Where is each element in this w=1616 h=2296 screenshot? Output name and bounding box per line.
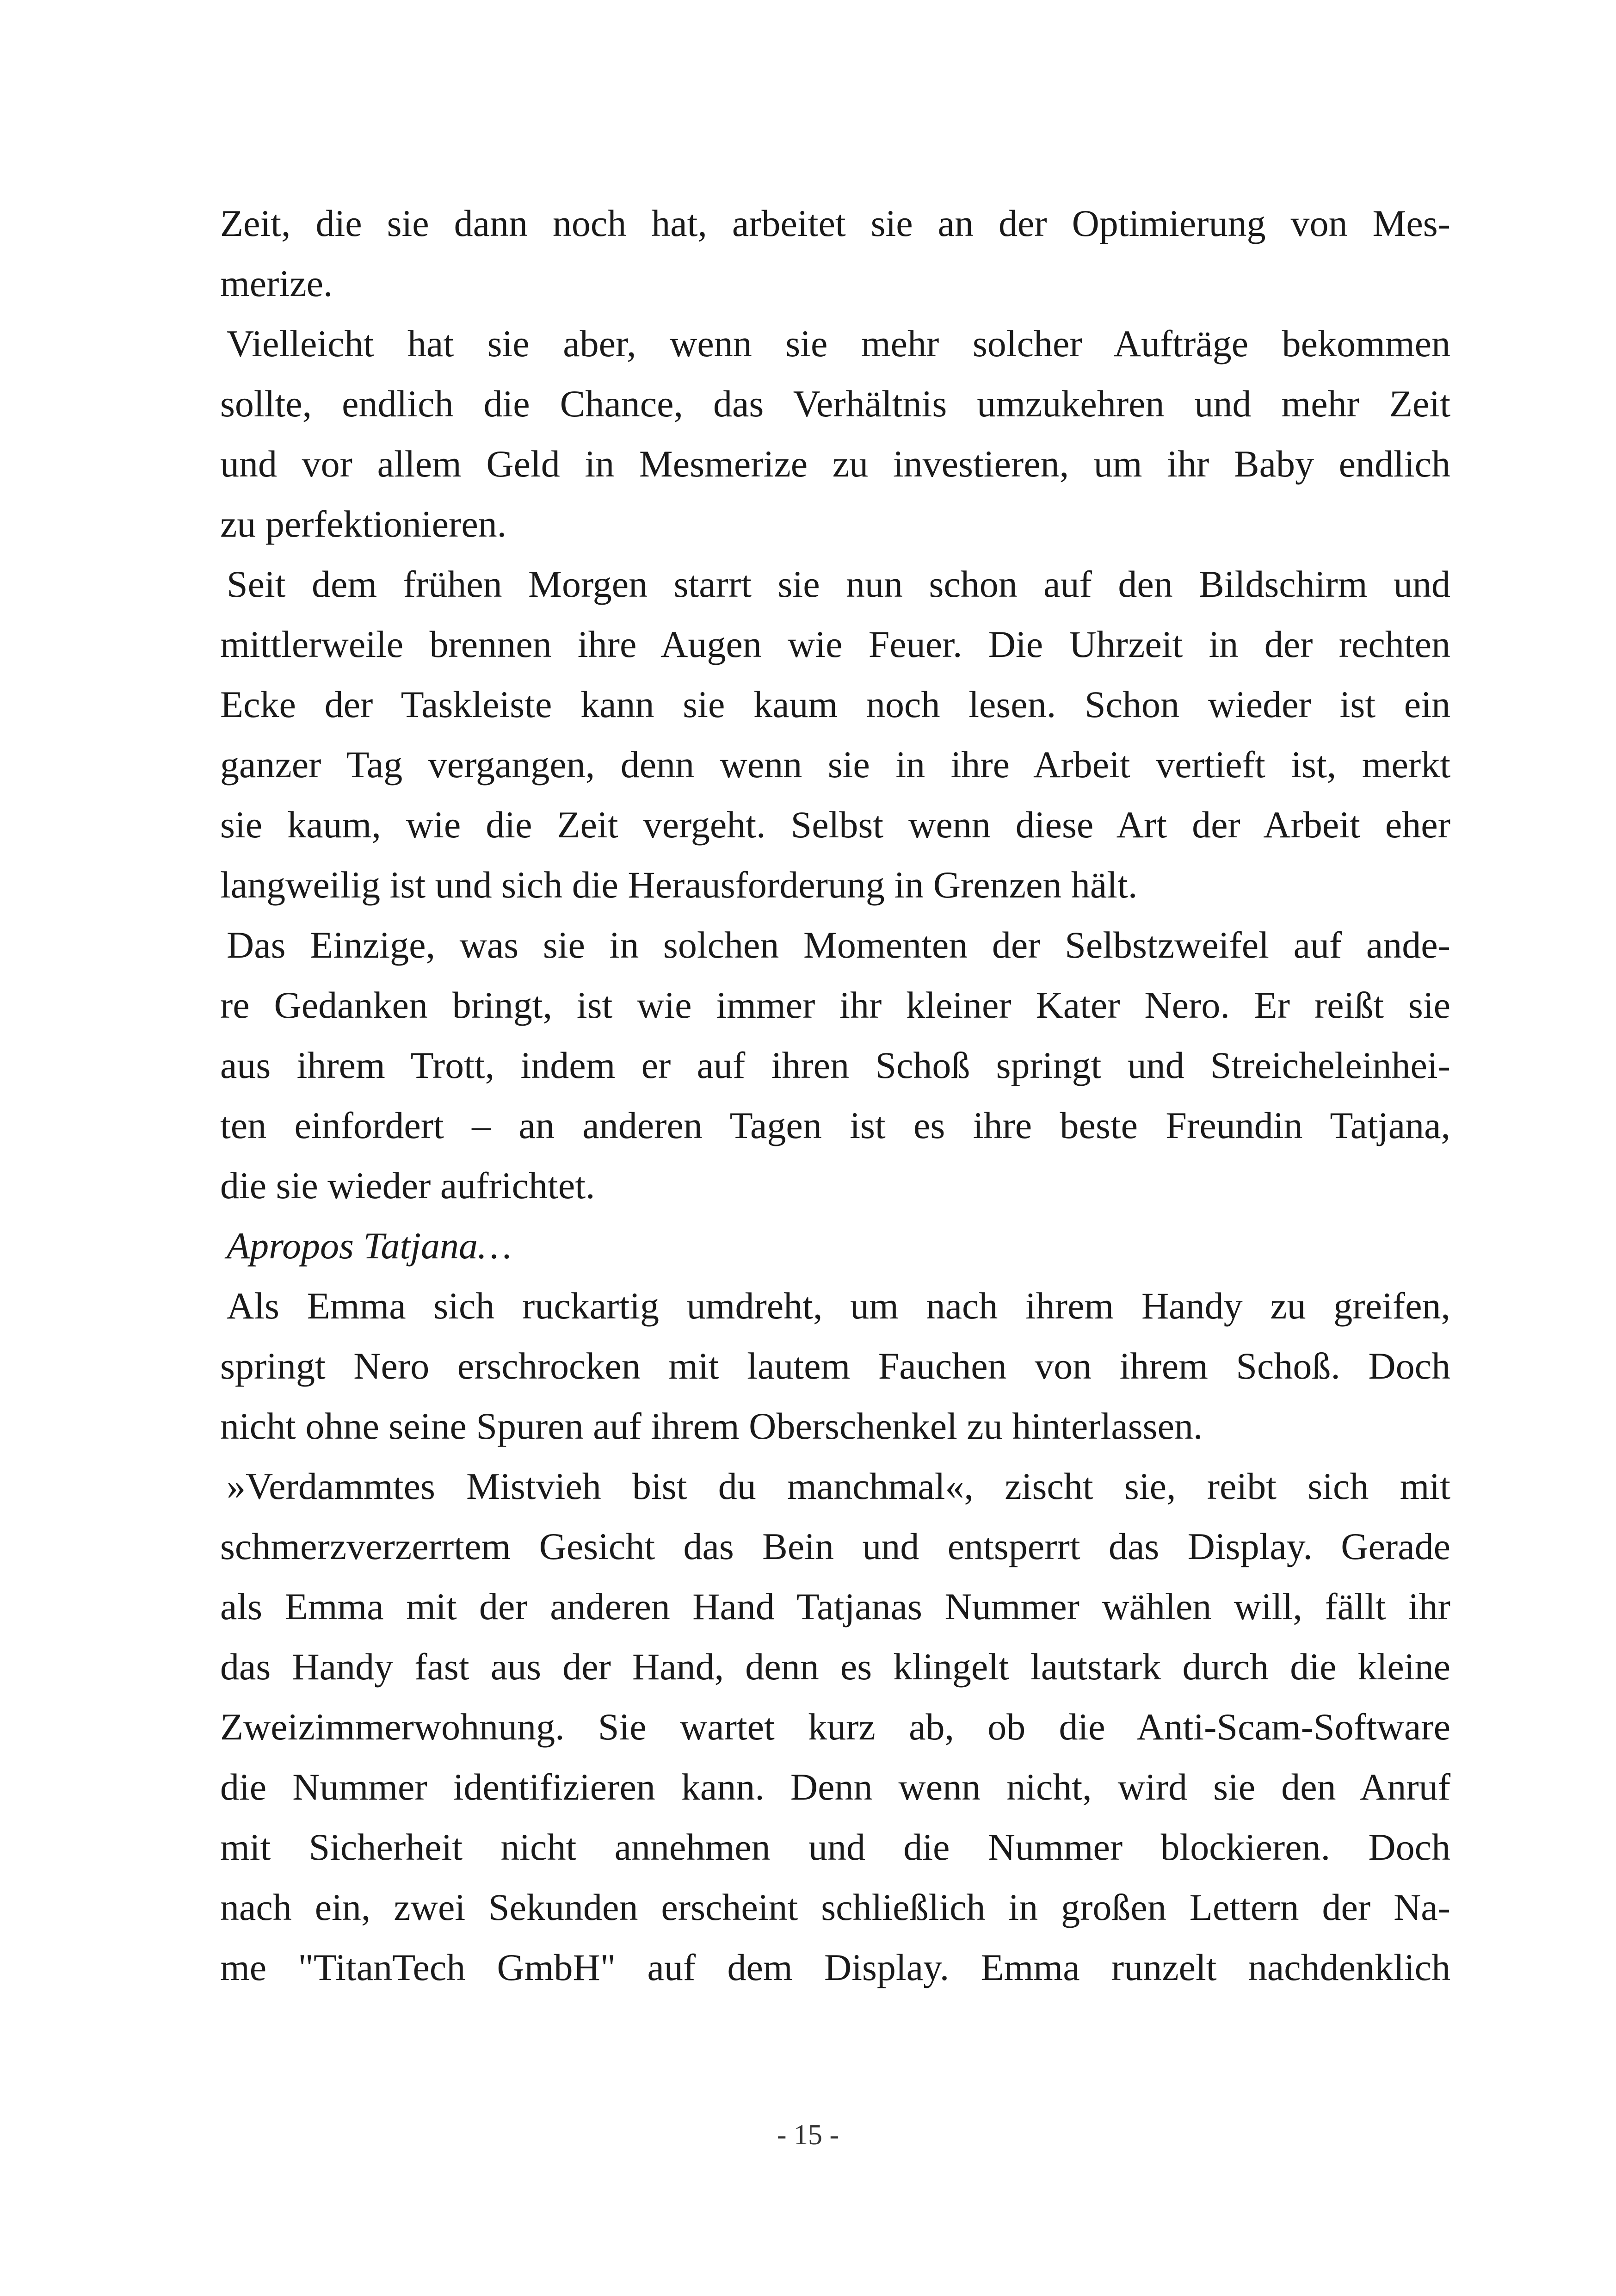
text-line: Zweizimmerwohnung. Sie wartet kurz ab, ob die Anti-Scam-Software <box>220 1706 1450 1748</box>
text-line: nach ein, zwei Sekunden erscheint schließlich in großen Lettern der Na- <box>220 1886 1450 1928</box>
text-line: nicht ohne seine Spuren auf ihrem Oberschenkel zu hinterlassen. <box>220 1405 1203 1447</box>
text-line: die sie wieder aufrichtet. <box>220 1164 595 1207</box>
text-line: mit Sicherheit nicht annehmen und die Nummer blockieren. Doch <box>220 1826 1450 1868</box>
text-line: schmerzverzerrtem Gesicht das Bein und entsperrt das Display. Gerade <box>220 1525 1450 1567</box>
text-line: Als Emma sich ruckartig umdreht, um nach ihrem Handy zu greifen, <box>227 1285 1450 1327</box>
text-line: Apropos Tatjana… <box>227 1225 512 1267</box>
page-number: - 15 - <box>777 2119 839 2151</box>
text-line: und vor allem Geld in Mesmerize zu investieren, um ihr Baby endlich <box>220 443 1450 485</box>
text-line: ten einfordert – an anderen Tagen ist es ihre beste Freundin Tatjana, <box>220 1104 1450 1146</box>
text-line: »Verdammtes Mistvieh bist du manchmal«, zischt sie, reibt sich mit <box>227 1465 1450 1507</box>
text-line: Das Einzige, was sie in solchen Momenten der Selbstzweifel auf ande- <box>227 924 1450 966</box>
text-line: langweilig ist und sich die Herausforderung in Grenzen hält. <box>220 864 1138 906</box>
text-line: re Gedanken bringt, ist wie immer ihr kleiner Kater Nero. Er reißt sie <box>220 984 1450 1026</box>
text-line: zu perfektionieren. <box>220 503 507 545</box>
text-line: ganzer Tag vergangen, denn wenn sie in ihre Arbeit vertieft ist, merkt <box>220 743 1450 786</box>
text-line: sollte, endlich die Chance, das Verhältnis umzukehren und mehr Zeit <box>220 383 1450 425</box>
text-line: die Nummer identifizieren kann. Denn wenn nicht, wird sie den Anruf <box>220 1766 1450 1808</box>
text-line: me "TitanTech GmbH" auf dem Display. Emma runzelt nachdenklich <box>220 1946 1450 1988</box>
body-text <box>220 193 1450 1998</box>
text-line: Ecke der Taskleiste kann sie kaum noch lesen. Schon wieder ist ein <box>220 683 1450 725</box>
text-line: Vielleicht hat sie aber, wenn sie mehr solcher Aufträge bekommen <box>227 322 1450 365</box>
text-line: merize. <box>220 262 333 304</box>
text-line: Zeit, die sie dann noch hat, arbeitet sie an der Optimierung von Mes- <box>220 202 1450 244</box>
text-line: mittlerweile brennen ihre Augen wie Feuer. Die Uhrzeit in der rechten <box>220 623 1450 665</box>
text-line: das Handy fast aus der Hand, denn es klingelt lautstark durch die kleine <box>220 1646 1450 1688</box>
text-line: als Emma mit der anderen Hand Tatjanas Nummer wählen will, fällt ihr <box>220 1585 1450 1628</box>
text-line: sie kaum, wie die Zeit vergeht. Selbst wenn diese Art der Arbeit eher <box>220 804 1450 846</box>
text-line: springt Nero erschrocken mit lautem Fauchen von ihrem Schoß. Doch <box>220 1345 1450 1387</box>
text-line: Seit dem frühen Morgen starrt sie nun schon auf den Bildschirm und <box>227 563 1450 605</box>
text-line: aus ihrem Trott, indem er auf ihren Schoß springt und Streicheleinhei- <box>220 1044 1450 1086</box>
